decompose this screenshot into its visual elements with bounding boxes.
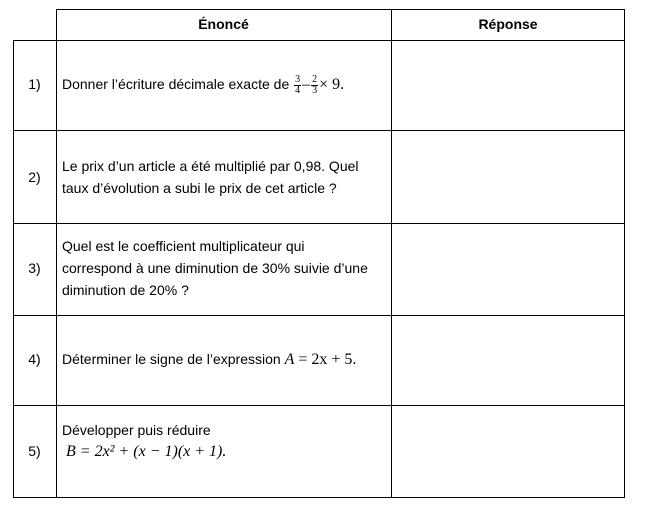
minus-sign: – — [302, 76, 311, 93]
fraction-2-3: $\frac{2}{3}$ — [312, 73, 318, 96]
row-5-question — [62, 419, 397, 463]
row-3-line-3: diminution de 20% ? — [62, 282, 189, 298]
table-bottom-border — [13, 497, 625, 498]
answer-cell-3[interactable] — [391, 224, 625, 315]
header-enonce: Énoncé — [198, 16, 249, 32]
row-1-times-nine: × 9. — [319, 76, 345, 93]
row-5-line-1: Développer puis réduire — [62, 422, 211, 438]
header-reponse: Réponse — [478, 16, 538, 32]
row-3-number: 3) — [28, 260, 41, 276]
row-3-line-2: correspond à une diminution de 30% suivie d’une — [62, 260, 368, 276]
expression-variable-a: A — [284, 351, 295, 368]
row-2-line-1: Le prix d’un article a été multiplié par 0,98. Quel — [62, 158, 359, 174]
answer-cell-4[interactable] — [391, 316, 625, 405]
row-2-line-2: taux d’évolution a subi le prix de cet article ? — [62, 180, 337, 196]
row-4-number: 4) — [28, 351, 41, 367]
number-column-border — [56, 9, 57, 498]
row-3-question — [62, 235, 397, 301]
expression-a: = 2x + 5. — [294, 351, 357, 368]
row-2-number: 2) — [28, 169, 41, 185]
expression-b: B = 2x² + (x − 1)(x + 1). — [66, 443, 227, 460]
row-1-question — [62, 73, 397, 96]
row-3-line-1: Quel est le coefficient multiplicateur qui — [62, 238, 305, 254]
row-4-question — [62, 348, 397, 371]
answer-cell-2[interactable] — [391, 131, 625, 223]
row-5-number: 5) — [28, 443, 41, 459]
row-4-text: Déterminer le signe de l’expression — [62, 351, 285, 367]
exercise-table — [13, 9, 625, 498]
answer-cell-5[interactable] — [391, 406, 625, 497]
row-2-question — [62, 155, 397, 199]
row-1-number: 1) — [28, 76, 41, 92]
answer-cell-1[interactable] — [391, 41, 625, 130]
row-1-text: Donner l’écriture décimale exacte de — [62, 76, 294, 92]
fraction-3-4: $\frac{3}{4}$ — [295, 73, 301, 96]
